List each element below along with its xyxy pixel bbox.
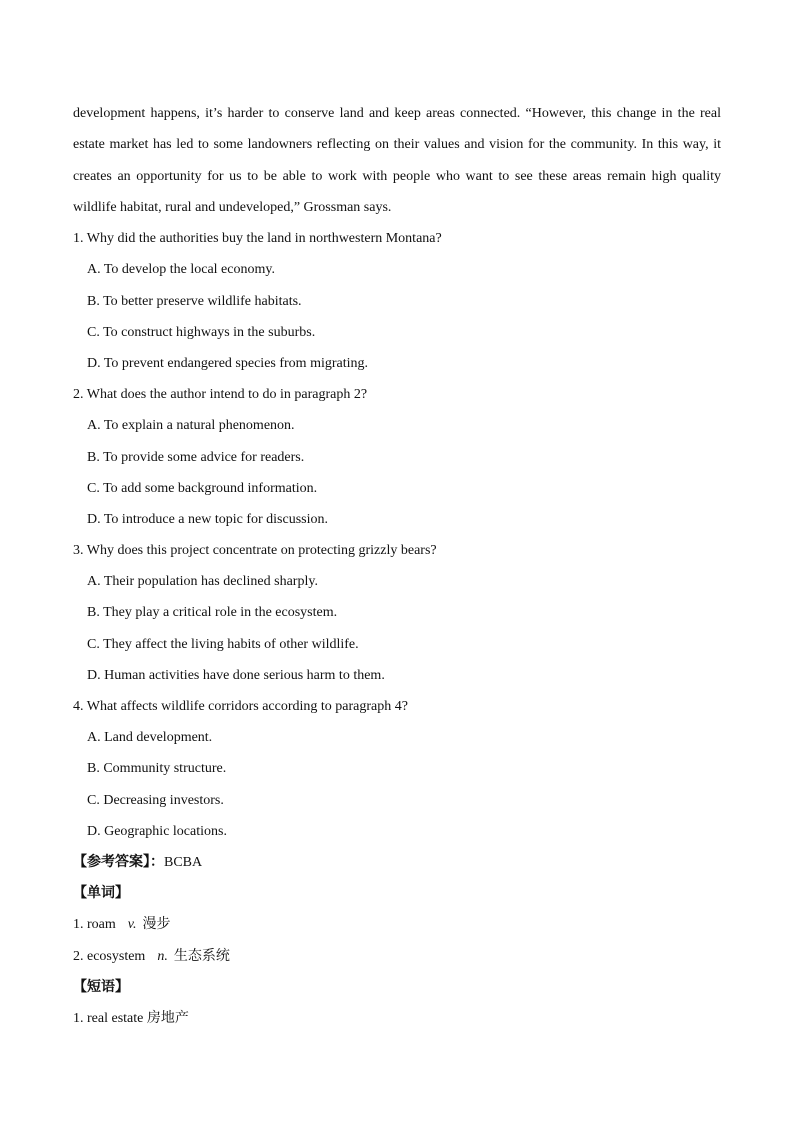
vocab-meaning: 生态系统 [173,947,230,964]
vocab-meaning: 漫步 [142,916,171,933]
option-d: D. Geographic locations. [87,823,227,839]
question-stem: 1. Why did the authorities buy the land in northwestern Montana? [73,231,442,247]
question-3 [73,535,721,691]
option-b: B. To provide some advice for readers. [87,449,305,465]
vocab-word: 1. roam [73,917,116,933]
option-d: D. Human activities have done serious harm to them. [87,667,385,683]
question-4 [73,691,721,847]
question-stem: 3. Why does this project concentrate on protecting grizzly bears? [73,543,437,559]
option-c: C. Decreasing investors. [87,792,224,808]
question-stem: 2. What does the author intend to do in paragraph 2? [73,387,368,403]
option-c: C. To add some background information. [87,480,318,496]
option-b: B. To better preserve wildlife habitats. [87,293,302,309]
vocab-word: 2. ecosystem [73,948,146,964]
passage-paragraph: development happens, it’s harder to conserve land and keep areas connected. “However, this change in the real estate market has led to some landowners reflecting on their values and vision for the community. In this way, it creates an opportunity for us to be able to work with people who want to see these areas remain high quality wildlife habitat, rural and undeveloped,” Grossman says. [73,106,721,215]
phrase-text: 1. real estate [73,1010,144,1026]
option-a: A. To develop the local economy. [87,262,275,278]
option-b: B. Community structure. [87,761,227,777]
option-a: A. Their population has declined sharply. [87,574,318,590]
option-b: B. They play a critical role in the ecosystem. [87,605,338,621]
vocab-item [73,941,721,972]
option-a: A. Land development. [87,730,213,746]
phrases-heading: 【短语】 [73,978,129,995]
phrase-item [73,1003,721,1034]
answer-label: 【参考答案】： [73,853,164,870]
option-c: C. They affect the living habits of other wildlife. [87,636,359,652]
vocab-pos: v. [127,917,137,933]
phrase-meaning: 房地产 [146,1009,189,1026]
question-1 [73,223,721,379]
vocab-item [73,909,721,940]
question-stem: 4. What affects wildlife corridors according to paragraph 4? [73,699,408,714]
answer-line [73,847,721,878]
document-page [73,98,721,1034]
option-d: D. To prevent endangered species from migrating. [87,355,369,371]
option-d: D. To introduce a new topic for discussion. [87,511,328,527]
option-a: A. To explain a natural phenomenon. [87,418,295,434]
option-c: C. To construct highways in the suburbs. [87,324,316,340]
vocab-pos: n. [157,948,168,964]
question-2 [73,379,721,535]
answer-value: BCBA [164,854,203,870]
vocab-heading: 【单词】 [73,885,129,902]
